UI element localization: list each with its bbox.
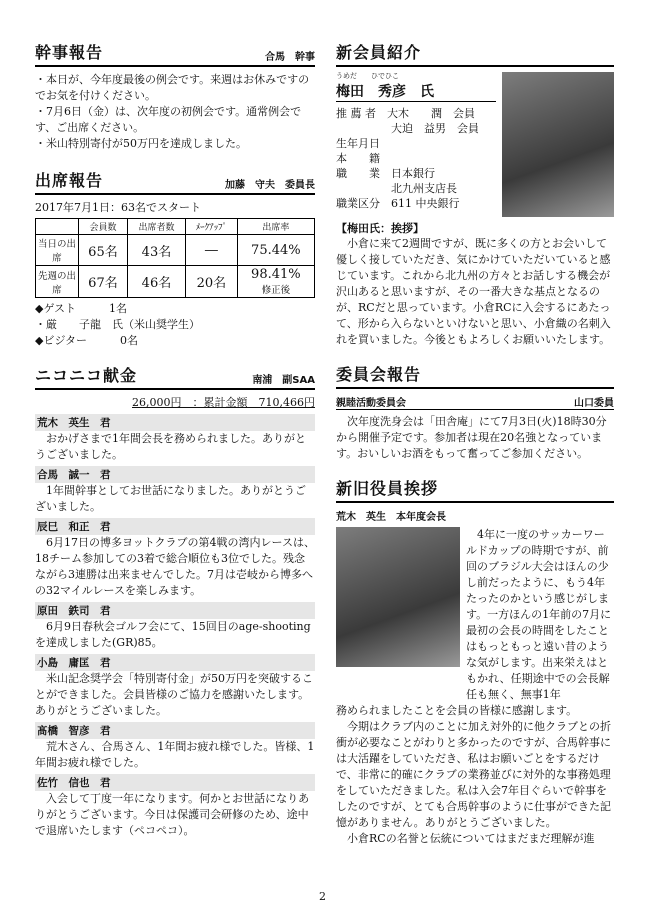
- present-cell: 46名: [127, 266, 185, 298]
- kanji-item: ・本日が、今年度最後の例会です。来週はお休みですのでお気を付けください。: [35, 73, 310, 102]
- page-number: 2: [319, 890, 326, 903]
- right-column: [336, 40, 614, 847]
- profile-list: [336, 106, 496, 211]
- profile-line: 本 籍: [336, 152, 380, 165]
- profile-line: 職 業 日本銀行: [336, 167, 435, 180]
- rate-cell: 75.44%: [237, 235, 314, 266]
- committee-title: 委員会報告: [336, 365, 422, 384]
- profile-line: 生年月日: [336, 137, 380, 150]
- entry-name: 髙橋 智彦 君: [35, 722, 315, 739]
- kanji-report-title: 幹事報告: [35, 43, 104, 62]
- niko-total: 26,000円 ：累計金額 710,466円: [132, 396, 315, 409]
- entry-name: 佐竹 信也 君: [35, 774, 315, 791]
- guest-line: ◆ゲスト 1名: [35, 302, 128, 315]
- present-cell: 43名: [127, 235, 185, 266]
- officers-text: 務められましたことを会員の皆様に感謝します。: [336, 704, 578, 717]
- entry-text: 1年間幹事としてお世話になりました。ありがとうございました。: [35, 484, 306, 513]
- row-label: 当日の出席: [36, 235, 79, 266]
- niko-entry: [35, 654, 315, 719]
- table-header-cell: ﾒｰｸｱｯﾌﾟ: [185, 219, 237, 235]
- table-row: [36, 266, 315, 298]
- attendance-author: 加藤 守夫 委員長: [225, 180, 315, 191]
- left-column: [35, 40, 315, 839]
- newmember-title: 新会員紹介: [336, 43, 422, 62]
- niko-entry: [35, 466, 315, 515]
- niko-entry: [35, 414, 315, 463]
- entry-text: おかげさまで1年間会長を務められました。ありがとうございました。: [35, 432, 306, 461]
- kanji-item: ・米山特別寄付が50万円を達成しました。: [35, 137, 247, 150]
- niko-entry: [35, 518, 315, 599]
- entry-text: 入会して丁度一年になります。何かとお世話になりありがとうございます。今日は保護司会研修のため、途中で退席いたします（ペコペコ）。: [35, 792, 310, 837]
- officers-block: [336, 527, 614, 703]
- niko-title: ニコニコ献金: [35, 366, 138, 385]
- table-header-cell: [36, 219, 79, 235]
- rate-value: 98.41%: [251, 267, 301, 282]
- entry-name: 小島 庸匡 君: [35, 654, 315, 671]
- newmember-profile: [336, 72, 496, 217]
- table-header-cell: 出席率: [237, 219, 314, 235]
- kanji-item: ・7月6日（金）は、次年度の初例会です。通常例会です、ご出席ください。: [35, 105, 302, 134]
- newmember-name: 梅田 秀彦 氏: [336, 81, 496, 102]
- newmember-photo: [502, 72, 614, 217]
- officers-text: 今期はクラブ内のことに加え対外的に他クラブとの折衝が必要なことがわりと多かったのですが、合馬幹事には大活躍をしていただき、私はお願いごとをするだけで、非常に的確にクラブの業務並びに対外的な事務処理をしていただきました。私は入会7年目ぐらいで幹事をしたのですが、とても合馬幹事のように仕事ができた記憶がありません。ありがとうございました。: [336, 720, 611, 829]
- officers-header: [336, 476, 614, 503]
- row-label: 先週の出席: [36, 266, 79, 298]
- entry-text: 荒木さん、合馬さん、1年間お疲れ様でした。皆様、1年間お疲れ様でした。: [35, 740, 315, 769]
- attendance-header: [35, 168, 315, 195]
- attendance-title: 出席報告: [35, 171, 104, 190]
- guest-line: ◆ビジター 0名: [35, 334, 139, 347]
- guest-line: ・厳 子龍 氏（米山奨学生）: [35, 318, 200, 331]
- attendance-start: 2017年7月1日：63名でスタート: [35, 201, 201, 214]
- greet-text: 小倉に来て2週間ですが、既に多くの方とお会いして優しく接していただき、気にかけていただいていると感じています。これから北九州の方々とお話しする機会が沢山あると思いますが、その一番大きな基点となるのが、RCだと思っています。小倉RCに入会するにあたって、形から入らないといけないと思い、小倉織の名刺入れを買いました。今後ともよろしくお願いいたします。: [336, 237, 611, 346]
- entry-text: 6月9日春秋会ゴルフ会にて、15回目のage-shootingを達成しました(GR)85。: [35, 620, 311, 649]
- niko-entry: [35, 602, 315, 651]
- committee-subhead: [336, 394, 614, 410]
- table-header-cell: 会員数: [79, 219, 128, 235]
- name-ruby: うめだ ひでひこ: [336, 72, 399, 80]
- attendance-table: [35, 218, 315, 298]
- niko-author: 南浦 副SAA: [252, 375, 315, 386]
- entry-name: 原田 鉄司 君: [35, 602, 315, 619]
- officers-top-text: 4年に一度のサッカーワールドカップの時期ですが、前回のブラジル大会はほんの少し前だったように、もう4年たったのかという感じがします。一方ほんの1年前の7月に最初の会長の時間をしたことはもっともっと遠い昔のような気がします。出来栄えはともかれ、任期途中での会長解任も無く、無事1年: [466, 528, 612, 701]
- members-cell: 67名: [79, 266, 128, 298]
- committee-author: 山口委員: [574, 398, 614, 409]
- niko-entry: [35, 722, 315, 771]
- kanji-report-author: 合馬 幹事: [265, 52, 315, 63]
- committee-header: [336, 362, 614, 389]
- committee-name: 親睦活動委員会: [336, 398, 406, 409]
- makeup-cell: 20名: [185, 266, 237, 298]
- profile-line: 大迫 益男 会員: [336, 122, 479, 135]
- newmember-header: [336, 40, 614, 67]
- table-header-cell: 出席者数: [127, 219, 185, 235]
- members-cell: 65名: [79, 235, 128, 266]
- officers-speaker: 荒木 英生 本年度会長: [336, 512, 446, 523]
- president-photo: [336, 527, 460, 667]
- entry-text: 6月17日の博多ヨットクラブの第4戦の湾内レースは、18チーム参加しての3着で総合順位も3位でした。残念ながら3連勝は出来ませんでした。7月は壱岐から博多への32マイルレースを楽しみます。: [35, 536, 316, 597]
- kanji-report-header: [35, 40, 315, 67]
- entry-name: 辰巳 和正 君: [35, 518, 315, 535]
- officers-title: 新旧役員挨拶: [336, 479, 439, 498]
- profile-line: 職業区分 611 中央銀行: [336, 197, 460, 210]
- table-row: [36, 235, 315, 266]
- profile-line: 推 薦 者 大木 潤 会員: [336, 107, 475, 120]
- officers-text: 小倉RCの名誉と伝統についてはまだまだ理解が進: [347, 832, 595, 845]
- niko-header: [35, 363, 315, 390]
- entry-name: 荒木 英生 君: [35, 414, 315, 431]
- niko-entry: [35, 774, 315, 839]
- profile-line: 北九州支店長: [336, 182, 457, 195]
- makeup-cell: ―: [185, 235, 237, 266]
- newmember-block: [336, 72, 614, 217]
- rate-note: 修正後: [261, 285, 291, 296]
- greet-label: 【梅田氏：挨拶】: [336, 222, 424, 235]
- rate-cell: [237, 266, 314, 298]
- entry-name: 合馬 誠一 君: [35, 466, 315, 483]
- committee-text: 次年度洗身会は「田舎庵」にて7月3日(火)18時30分から開催予定です。参加者は現在20名強となっています。おいしいお酒をもって奮ってご参加ください。: [336, 415, 607, 460]
- entry-text: 米山記念奨学会「特別寄付金」が50万円を突破することができました。会員皆様のご協力を感謝いたします。ありがとうございました。: [35, 672, 313, 717]
